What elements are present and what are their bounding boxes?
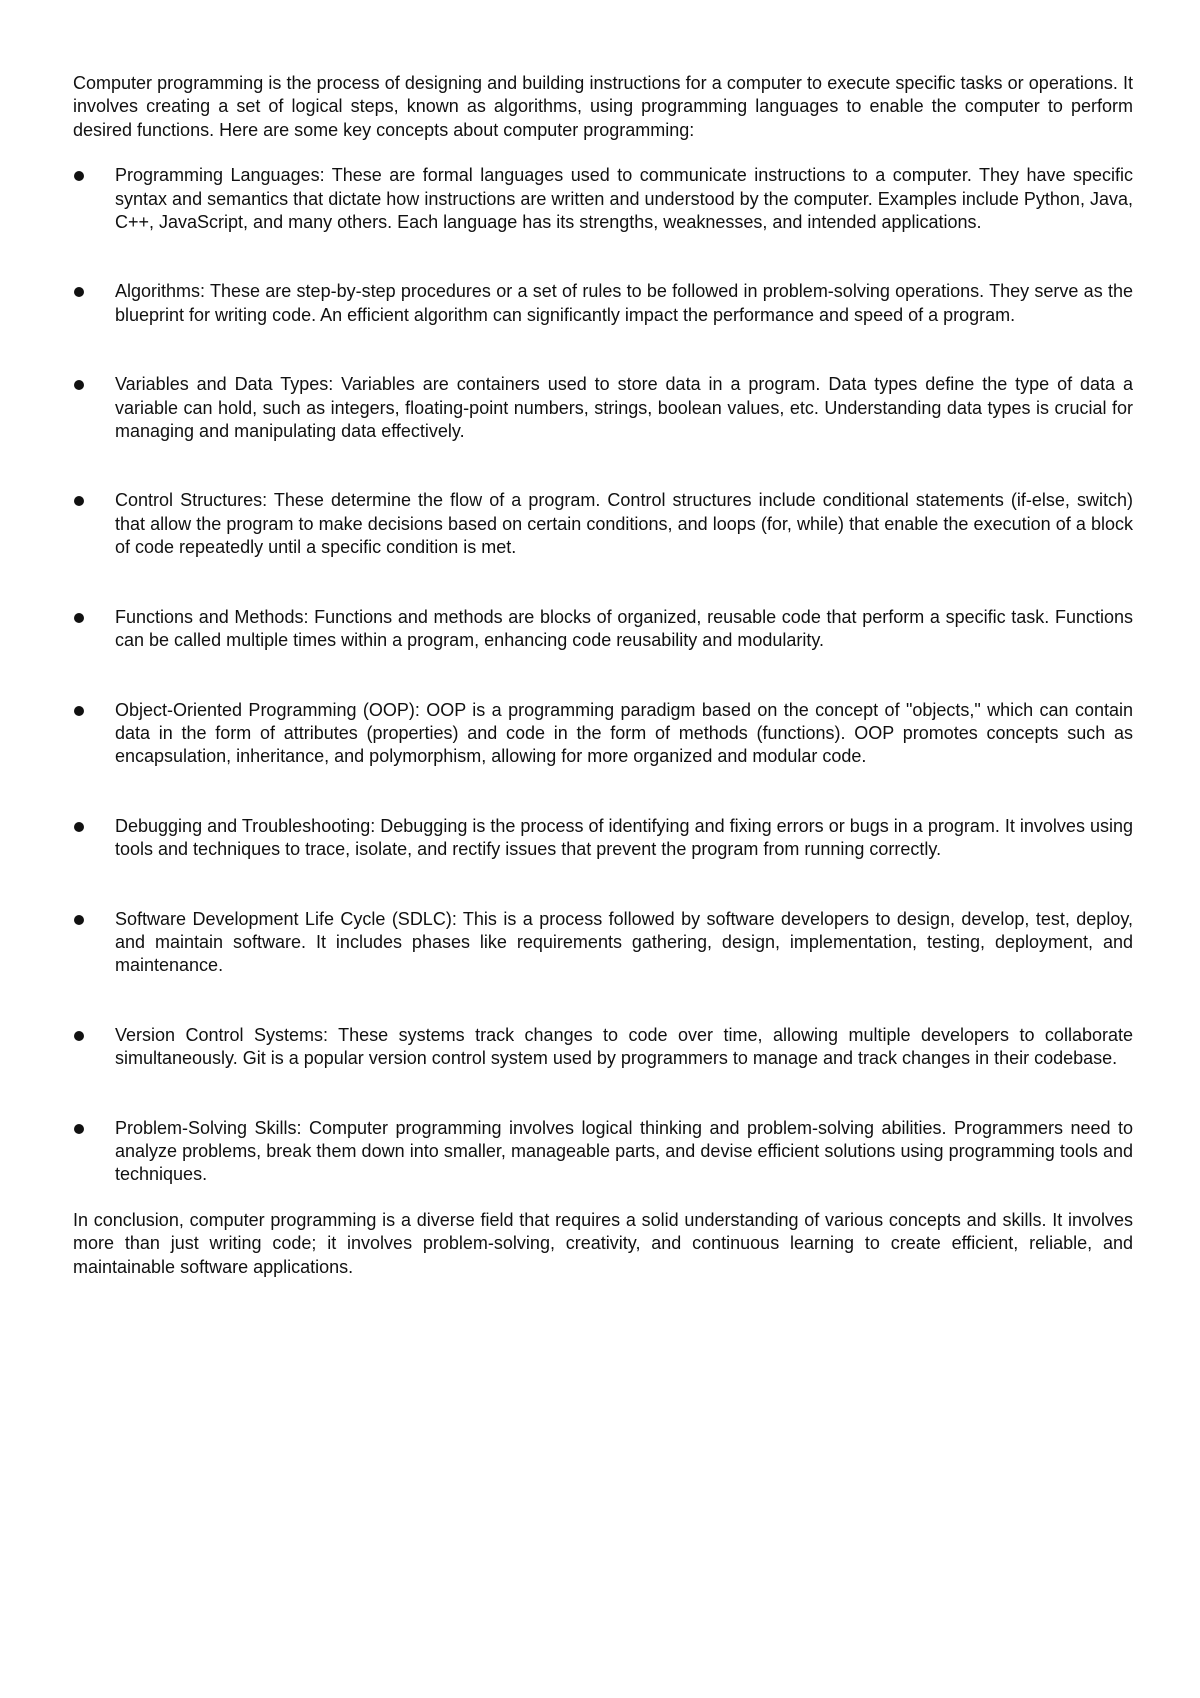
concept-list — [73, 164, 1133, 1187]
list-item-text: Software Development Life Cycle (SDLC): This is a process followed by software developers to design, develop, test, deploy, and maintain software. It includes phases like requirements gathering, design, implementation, testing, deployment, and maintenance. — [115, 908, 1133, 976]
list-item-text: Version Control Systems: These systems track changes to code over time, allowing multiple developers to collaborate simultaneously. Git is a popular version control system used by programmers to manage and track changes in their codebase. — [115, 1024, 1133, 1069]
bullet-icon — [74, 1031, 84, 1041]
bullet-icon — [74, 496, 84, 506]
list-item — [73, 373, 1133, 443]
list-item-text: Control Structures: These determine the flow of a program. Control structures include conditional statements (if-else, switch) that allow the program to make decisions based on certain conditions, and loops (for, while) that enable the execution of a block of code repeatedly until a specific condition is met. — [115, 490, 1133, 558]
list-item — [73, 699, 1133, 769]
bullet-icon — [74, 706, 84, 716]
list-item-text: Programming Languages: These are formal languages used to communicate instructions to a computer. They have specific syntax and semantics that dictate how instructions are written and understood by the computer. Examples include Python, Java, C++, JavaScript, and many others. Each language has its strengths, weaknesses, and intended applications. — [115, 165, 1133, 233]
list-item — [73, 1024, 1133, 1071]
document-page — [73, 72, 1133, 1279]
list-item-text: Problem-Solving Skills: Computer programming involves logical thinking and problem-solving abilities. Programmers need to analyze problems, break them down into smaller, manageable parts, and devise efficient solutions using programming tools and techniques. — [115, 1117, 1133, 1185]
bullet-icon — [74, 915, 84, 925]
list-item-text: Variables and Data Types: Variables are containers used to store data in a program. Data types define the type of data a variable can hold, such as integers, floating-point numbers, strings, boolean values, etc. Understanding data types is crucial for managing and manipulating data effectively. — [115, 374, 1133, 442]
bullet-icon — [74, 287, 84, 297]
list-item-text: Functions and Methods: Functions and methods are blocks of organized, reusable code that perform a specific task. Functions can be called multiple times within a program, enhancing code reusability and modularity. — [115, 606, 1133, 651]
intro-paragraph: Computer programming is the process of designing and building instructions for a computer to execute specific tasks or operations. It involves creating a set of logical steps, known as algorithms, using programming languages to enable the computer to perform desired functions. Here are some key concepts about computer programming: — [73, 73, 1133, 140]
bullet-icon — [74, 380, 84, 390]
list-item-text: Debugging and Troubleshooting: Debugging is the process of identifying and fixing errors or bugs in a program. It involves using tools and techniques to trace, isolate, and rectify issues that prevent the program from running correctly. — [115, 815, 1133, 860]
list-item — [73, 489, 1133, 559]
bullet-icon — [74, 1124, 84, 1134]
list-item-text: Algorithms: These are step-by-step procedures or a set of rules to be followed in problem-solving operations. They serve as the blueprint for writing code. An efficient algorithm can significantly impact the performance and speed of a program. — [115, 281, 1133, 325]
list-item-text: Object-Oriented Programming (OOP): OOP is a programming paradigm based on the concept of "objects," which can contain data in the form of attributes (properties) and code in the form of methods (functions). OOP promotes concepts such as encapsulation, inheritance, and polymorphism, allowing for more organized and modular code. — [115, 699, 1133, 767]
list-item — [73, 280, 1133, 327]
list-item — [73, 606, 1133, 653]
list-item — [73, 908, 1133, 978]
list-item — [73, 1117, 1133, 1187]
conclusion-paragraph: In conclusion, computer programming is a diverse field that requires a solid understanding of various concepts and skills. It involves more than just writing code; it involves problem-solving, creativity, and continuous learning to create efficient, reliable, and maintainable software applications. — [73, 1209, 1133, 1277]
bullet-icon — [74, 613, 84, 623]
list-item — [73, 815, 1133, 862]
list-item — [73, 164, 1133, 234]
bullet-icon — [74, 822, 84, 832]
bullet-icon — [74, 171, 84, 181]
